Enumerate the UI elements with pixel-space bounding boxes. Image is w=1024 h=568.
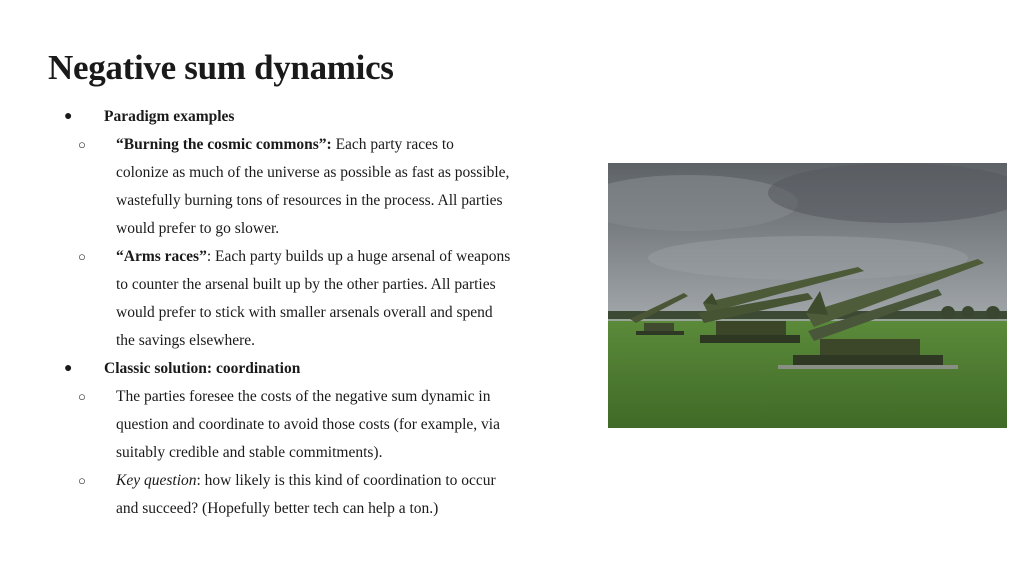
tree [962, 306, 974, 318]
line: : how likely is this kind of coordination to occur [196, 472, 496, 489]
grass [608, 321, 1007, 428]
sub-bullet-lead-italic: Key question [116, 472, 197, 489]
line: : Each party builds up a huge arsenal of weapons [206, 248, 511, 265]
sub-bullet-icon: ○ [78, 137, 86, 152]
bullet-paradigm-examples [64, 103, 604, 131]
slide-body [64, 103, 604, 523]
tree [986, 306, 1000, 320]
line: to counter the arsenal built up by the other parties. All parties [116, 276, 496, 293]
bullet-classic-solution [64, 355, 604, 383]
line: would prefer to go slower. [116, 220, 280, 237]
line: would prefer to stick with smaller arsenals overall and spend [116, 304, 493, 321]
line: wastefully burning tons of resources in the process. All parties [116, 192, 503, 209]
sub-bullet-icon: ○ [78, 389, 86, 404]
bullet-icon: ● [64, 109, 73, 124]
bullet-heading: Classic solution: coordination [104, 360, 301, 377]
sub-bullet-lead: “Burning the cosmic commons”: [116, 136, 332, 153]
fence-line [608, 319, 1007, 321]
line: and succeed? (Hopefully better tech can help a ton.) [116, 500, 439, 517]
missile-launchers-photo [608, 163, 1007, 428]
sub-bullet-icon: ○ [78, 473, 86, 488]
sub-bullet-icon: ○ [78, 249, 86, 264]
photo-illustration [608, 163, 1007, 428]
sub-bullet-coordination [64, 383, 604, 467]
sub-bullet-cosmic-commons [64, 131, 604, 243]
sub-bullet-key-question [64, 467, 604, 523]
line: question and coordinate to avoid those costs (for example, via [116, 416, 500, 433]
line: colonize as much of the universe as possible as fast as possible, [116, 164, 510, 181]
sub-bullet-lead: “Arms races” [116, 248, 207, 265]
bullet-icon: ● [64, 361, 73, 376]
sub-bullet-arms-races [64, 243, 604, 355]
tree [941, 306, 955, 320]
line: the savings elsewhere. [116, 332, 256, 349]
line: The parties foresee the costs of the negative sum dynamic in [116, 388, 491, 405]
bullet-heading: Paradigm examples [104, 108, 235, 125]
slide-title: Negative sum dynamics [48, 48, 394, 87]
cloud [648, 236, 968, 280]
line: Each party races to [335, 136, 454, 153]
line: suitably credible and stable commitments). [116, 444, 383, 461]
